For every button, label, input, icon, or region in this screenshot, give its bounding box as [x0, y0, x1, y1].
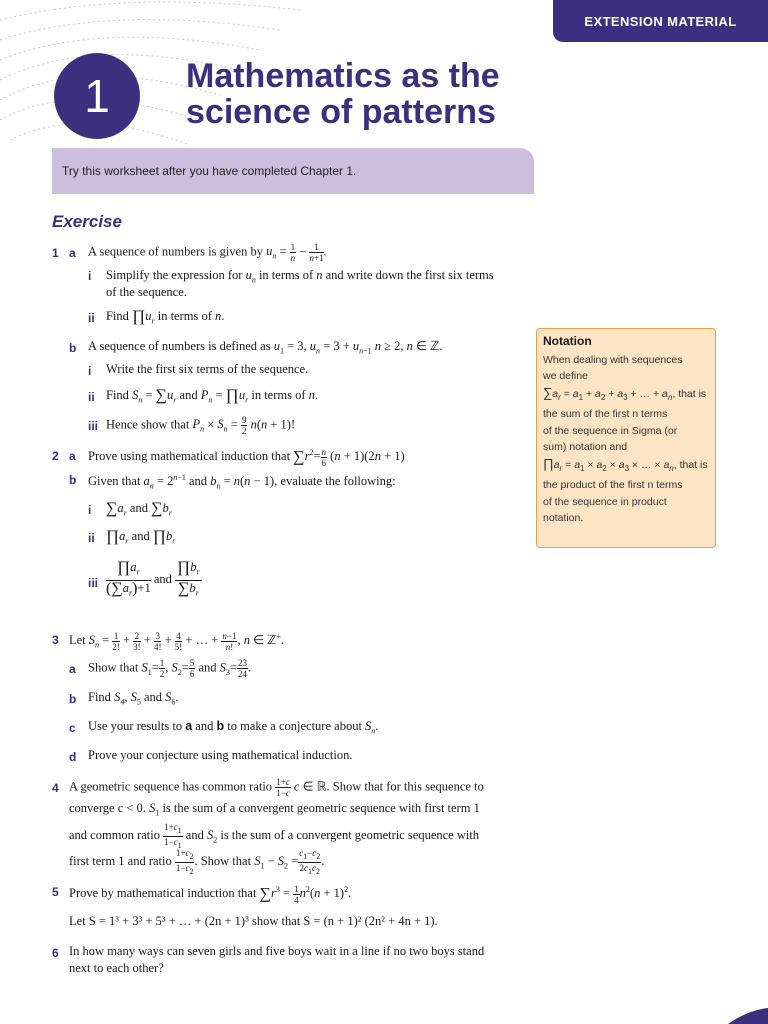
question-number: 2 — [52, 449, 59, 463]
notation-box — [536, 328, 716, 548]
q1bii-t2: and — [179, 388, 198, 402]
q1a-stem: A sequence of numbers is given by — [88, 244, 263, 259]
notation-heading: Notation — [543, 334, 592, 348]
q1bii-t3: in terms of — [251, 388, 306, 402]
q5-line1: Prove by mathematical induction that $\sum r^3$ = $\frac{1}{4}$ $n^2(n + 1)^2$. — [69, 883, 352, 905]
q4-t3: converge c < 0. — [69, 801, 146, 815]
q3-stem: Let $S_n$ = $\frac{1}{2!}$ + $\frac{2}{3!}$ + $\frac{3}{4!}$ + $\frac{4}{5!}$ + … + $\frac{n-1}{n!}$ , n ∈ ℤ+. — [69, 630, 285, 652]
part-label: i — [88, 269, 92, 283]
q2b-text: Given that $a_n = 2^{n-1}$ and $b_n = n(n - 1)$, evaluate the following: — [88, 473, 396, 491]
notation-line: When dealing with sequences — [543, 353, 683, 366]
q2bii-expr: $\prod a_r$ and $\prod b_r$ — [106, 528, 176, 546]
q4-t8: first term 1 and ratio — [69, 854, 172, 869]
q3a-text: Show that $S_1=$ $\frac{1}{2}$ , $S_2=$ $\frac{5}{6}$ and $S_3=$ $\frac{23}{24}$ . — [88, 658, 252, 679]
notation-that-is: , that is — [672, 387, 707, 400]
notation-line: notation. — [543, 512, 584, 525]
q1bii-t1: Find — [106, 388, 129, 402]
part-label: b — [69, 692, 77, 706]
q2b-t3: , evaluate the following: — [274, 474, 396, 489]
q2a-stem: Prove using mathematical induction that — [88, 449, 291, 464]
part-label: a — [69, 449, 76, 463]
q3c-t1: Use your results to — [88, 719, 183, 733]
question-number: 6 — [52, 946, 59, 960]
part-label: a — [69, 246, 76, 260]
q1b-stem: A sequence of numbers is defined as — [88, 339, 271, 353]
q3c-text: Use your results to a and b to make a conjecture about $S_n$. — [88, 719, 379, 736]
q6-line1: In how many ways can seven girls and five boys wait in a line if no two boys stand — [69, 944, 485, 958]
part-label: ii — [88, 311, 95, 325]
q1ai-t2: in terms of — [258, 268, 314, 282]
q3a-t1: Show that — [88, 660, 139, 675]
q2biii-expr: $\frac{\prod a_r}{(\sum a_r)+1}$ and $\frac{\prod b_r}{\sum b_r}$ — [106, 559, 200, 597]
q3c-ref-a: a — [185, 719, 193, 733]
notation-line: we define — [543, 370, 588, 382]
q2biii-and: and — [153, 571, 172, 586]
notation-line: of the sequence in product — [543, 495, 667, 508]
q3-let: Let — [69, 633, 86, 648]
part-label: c — [69, 721, 76, 735]
q3c-t3: to make a conjecture about — [227, 719, 362, 733]
q1bi-text: Write the first six terms of the sequence. — [106, 362, 309, 376]
q1biii-text: Hence show that $P_n \times S_n$ = $\frac{9}{2}$ n(n + 1)! — [106, 415, 296, 436]
q2bii-and: and — [131, 529, 150, 543]
q4-line2: converge c < 0. $S_1$ is the sum of a convergent geometric sequence with first term 1 — [69, 801, 480, 818]
q1aii-t1: Find — [106, 309, 129, 323]
part-label: a — [69, 662, 76, 676]
part-label: d — [69, 750, 77, 764]
chapter-title-line1: Mathematics as the — [186, 57, 500, 95]
chapter-title-line2: science of patterns — [186, 93, 496, 131]
q3c-t2: and — [195, 719, 214, 733]
q5-t1: Prove by mathematical induction that — [69, 886, 257, 901]
q2b-t1: Given that — [88, 474, 141, 489]
q4-t1: A geometric sequence has common ratio — [69, 779, 273, 794]
q1ai-line2: of the sequence. — [106, 285, 187, 299]
q5-line2: Let S = 1³ + 3³ + 5³ + … + (2n + 1)³ show that S = (n + 1)² (2n² + 4n + 1). — [69, 914, 438, 928]
q4-t6: and — [185, 828, 204, 843]
part-label: b — [69, 341, 77, 355]
q3c-ref-b: b — [216, 719, 225, 733]
notation-line: sum) notation and — [543, 441, 628, 454]
q4-line1: A geometric sequence has common ratio $\frac{1+c}{1-c}$ c ∈ ℝ. Show that for this sequence to — [69, 777, 484, 798]
q1bii-text: Find $S_n = \sum u_r$ and $P_n$ = $\prod u_r$ in terms of n. — [106, 387, 319, 405]
q4-line3: and common ratio $\frac{1+c_1}{1-c_1}$ and $S_2$ is the sum of a convergent geometric sequence with — [69, 822, 480, 850]
part-label: ii — [88, 531, 95, 545]
corner-decoration — [728, 1004, 768, 1024]
q4-t7: is the sum of a convergent geometric sequence with — [220, 828, 480, 843]
q4-t9: . Show that — [194, 854, 252, 869]
notation-line: the product of the first n terms — [543, 479, 683, 492]
exercise-heading: Exercise — [52, 212, 122, 231]
q3d-text: Prove your conjecture using mathematical induction. — [88, 748, 353, 762]
notation-sum-def: $\sum a_r = a_1 + a_2 + a_3$ + … + $a_n$, that is — [543, 384, 707, 402]
notation-that-is: , that is — [673, 458, 708, 471]
q1biii-t1: Hence show that — [106, 417, 190, 432]
q1aii-t2: in terms of — [157, 309, 212, 323]
q2b-t2: and — [189, 474, 208, 489]
q3b-text: Find $S_4$, $S_5$ and $S_6$. — [88, 690, 179, 707]
q1a-text: A sequence of numbers is given by $u_n$ = $\frac{1}{n}$ − $\frac{1}{n+1}$ . — [88, 242, 327, 263]
notation-line: the sum of the first n terms — [543, 408, 668, 421]
part-label: ii — [88, 390, 95, 404]
q2a-text: Prove using mathematical induction that $\sum r^2=$ $\frac{n}{6}$ (n + 1)(2n + 1) — [88, 446, 405, 468]
part-label: b — [69, 473, 77, 487]
q4-t5: and common ratio — [69, 828, 160, 843]
q2bi-expr: $\sum a_r$ and $\sum b_r$ — [106, 500, 172, 518]
question-number: 4 — [52, 781, 59, 795]
chapter-number-badge: 1 — [54, 53, 140, 139]
q6-line2: next to each other? — [69, 961, 164, 975]
question-number: 3 — [52, 633, 59, 647]
notation-line: of the sequence in Sigma (or — [543, 424, 678, 437]
part-label: i — [88, 364, 92, 378]
chapter-title — [186, 58, 566, 130]
part-label: iii — [88, 419, 99, 433]
question-number: 1 — [52, 246, 59, 260]
q1ai-t1: Simplify the expression for — [106, 268, 243, 282]
part-label: iii — [88, 576, 99, 590]
q4-t2: . Show that for this sequence to — [326, 779, 484, 794]
q3b-t1: Find — [88, 690, 111, 704]
notation-product-def: $\prod a_r = a_1 \times a_2 \times a_3$ × … × $a_n$, that is — [543, 455, 708, 473]
extension-material-tag: EXTENSION MATERIAL — [553, 0, 768, 42]
q2bi-and: and — [129, 501, 148, 515]
q1aii-text: Find $\prod u_r$ in terms of n. — [106, 308, 225, 326]
part-label: i — [88, 503, 92, 517]
question-number: 5 — [52, 885, 59, 899]
q1b-text: A sequence of numbers is defined as $u_1 = 3$, $u_n = 3 + u_{n-1}$ n ≥ 2, n ∈ ℤ. — [88, 339, 443, 356]
q4-t4: is the sum of a convergent geometric sequence with first term 1 — [162, 801, 480, 815]
q4-line4: first term 1 and ratio $\frac{1+c_2}{1-c_2}$ . Show that $S_1 - S_2$ = $\frac{c_1-c_2}{2c_1c_2}$ . — [69, 848, 325, 876]
intro-banner: Try this worksheet after you have completed Chapter 1. — [52, 148, 534, 194]
q1ai-t3: and write down the first six terms — [325, 268, 494, 282]
q1ai-line1: Simplify the expression for $u_n$ in terms of n and write down the first six terms — [106, 268, 494, 285]
